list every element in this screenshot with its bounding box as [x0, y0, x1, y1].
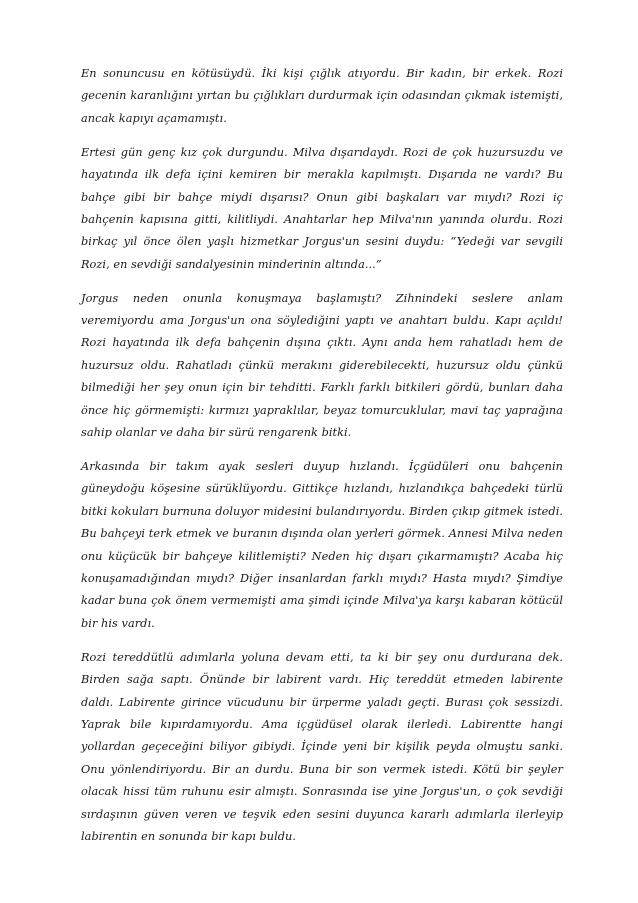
document-body: [81, 63, 563, 860]
paragraph-5: Rozi tereddütlü adımlarla yoluna devam etti, ta ki bir şey onu durdurana dek. Birden sağa saptı. Önünde bir labirent vardı. Hiç tereddüt etmeden labirente daldı. Labirente girince vücudunu bir ürperme yaladı geçti. Burası çok sessizdi. Yaprak bile kıpırdamıyordu. Ama içgüdüsel olarak ilerledi. Labirentte hangi yollardan geçeceğini biliyor gibiydi. İçinde yeni bir kişilik peyda olmuştu sanki. Onu yönlendiriyordu. Bir an durdu. Buna bir son vermek istedi. Kötü bir şeyler olacak hissi tüm ruhunu esir almıştı. Sonrasında ise yine Jorgus'un, o çok sevdiği sırdaşının güven veren ve teşvik eden sesini duyunca kararlı adımlarla ilerleyip labirentin en sonunda bir kapı buldu.: [81, 650, 563, 843]
paragraph-3: Jorgus neden onunla konuşmaya başlamıştı? Zihnindeki seslere anlam veremiyordu ama Jorgus'un ona söylediğini yaptı ve anahtarı buldu. Kapı açıldı! Rozi hayatında ilk defa bahçenin dışına çıktı. Aynı anda hem rahatladı hem de huzursuz oldu. Rahatladı çünkü merakını giderebilecekti, huzursuz oldu çünkü bilmediği her şey onun için bir tehditti. Farklı farklı bitkileri gördü, bunları daha önce hiç görmemişti: kırmızı yapraklılar, beyaz tomurcuklular, mavi taç yaprağına sahip olanlar ve daha bir sürü rengarenk bitki.: [81, 291, 563, 440]
paragraph-2: Ertesi gün genç kız çok durgundu. Milva dışarıdaydı. Rozi de çok huzursuzdu ve hayatında ilk defa içini kemiren bir merakla kapılmıştı. Dışarıda ne vardı? Bu bahçe gibi bir bahçe miydi dışarısı? Onun gibi başkaları var mıydı? Rozi iç bahçenin kapısına gitti, kilitliydi. Anahtarlar hep Milva'nın yanında olurdu. Rozi birkaç yıl önce ölen yaşlı hizmetkar Jorgus'un sesini duydu: “Yedeği var sevgili Rozi, en sevdiği sandalyesinin minderinin altında...”: [81, 145, 563, 271]
paragraph-4: Arkasında bir takım ayak sesleri duyup hızlandı. İçgüdüleri onu bahçenin güneydoğu köşesine sürüklüyordu. Gittikçe hızlandı, hızlandıkça bahçedeki türlü bitki kokuları burnuna doluyor midesini bulandırıyordu. Birden çıkıp gitmek istedi. Bu bahçeyi terk etmek ve buranın dışında olan yerleri görmek. Annesi Milva neden onu küçücük bir bahçeye kilitlemişti? Neden hiç dışarı çıkarmamıştı? Acaba hiç konuşamadığından mıydı? Diğer insanlardan farklı mıydı? Hasta mıydı? Şimdiye kadar buna çok önem vermemişti ama şimdi içinde Milva'ya karşı kabaran kötücül bir his vardı.: [81, 460, 563, 630]
paragraph-1: En sonuncusu en kötüsüydü. İki kişi çığlık atıyordu. Bir kadın, bir erkek. Rozi gecenin karanlığını yırtan bu çığlıkları durdurmak için odasından çıkmak istemişti, ancak kapıyı açamamıştı.: [81, 67, 563, 125]
